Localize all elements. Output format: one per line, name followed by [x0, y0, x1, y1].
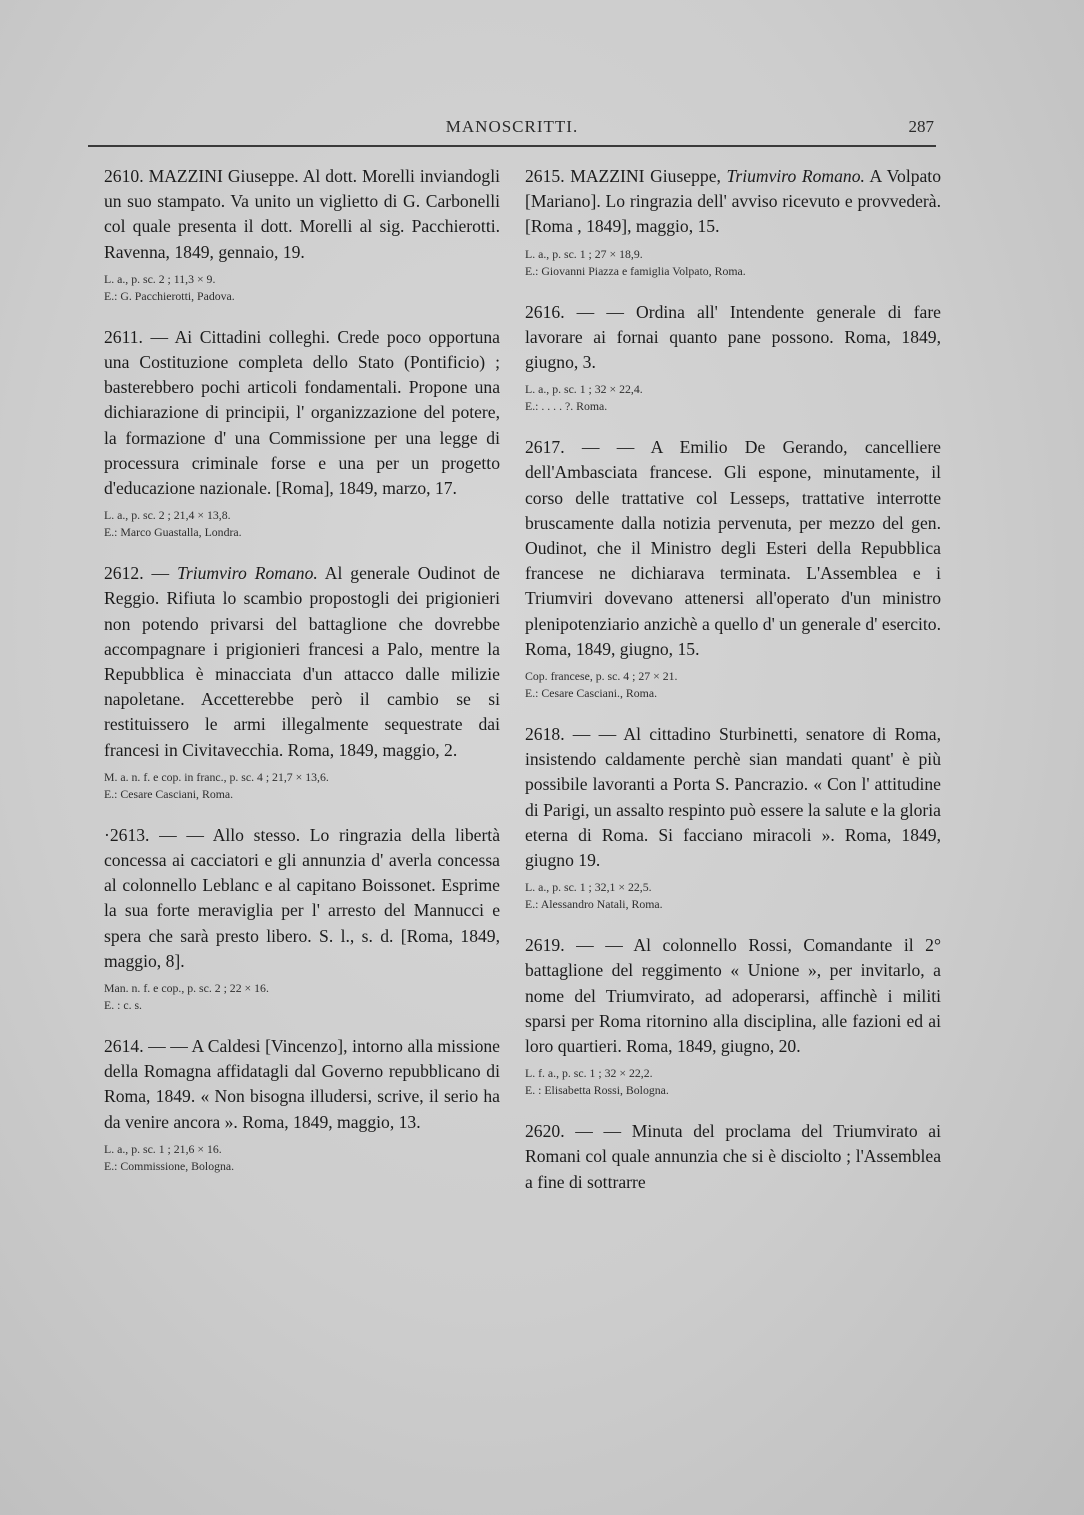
entry-text: 2614. — — A Caldesi [Vincenzo], intorno alla missione della Romagna affidatagli dal Governo repubblicano di Roma, 1849. « Non bisogna illudersi, scrive, il serio ha da venire ancora ». Roma, 1849, maggio, 13. — [104, 1036, 500, 1132]
catalog-entry-2619 — [525, 933, 941, 1099]
catalog-entry-2610 — [104, 164, 500, 305]
catalog-entry-2618 — [525, 722, 941, 913]
entry-text: 2619. — — Al colonnello Rossi, Comandante il 2° battaglione del reggimento « Unione », per invitarlo, a nome del Triumvirato, ad adoperarsi, affinchè i militi sparsi per Roma ritornino alla disciplina, alle fazioni ed ai loro quartieri. Roma, 1849, giugno, 20. — [525, 935, 941, 1057]
entry-role-italic: Triumviro Romano. — [726, 166, 865, 186]
entry-metadata — [525, 1065, 941, 1099]
entry-physical-description: M. a. n. f. e cop. in franc., p. sc. 4 ; 21,7 × 13,6. — [104, 769, 329, 784]
entry-text: 2617. — — A Emilio De Gerando, cancelliere dell'Ambasciata francese. Gli espone, minutamente, il corso delle trattative col Lesseps, trattative interrotte bruscamente dalla notizia pervenuta, per mezzo del gen. Oudinot, che il Ministro degli Esteri della Repubblica francese ne dichiarava terminata. L'Assemblea e i Triumviri dovevano attenersi all'operato d'un ministro plenipotenziario anzichè a quello d' un generale d' esercito. Roma, 1849, giugno, 15. — [525, 437, 941, 659]
catalog-entry-2614 — [104, 1034, 500, 1175]
entry-text — [104, 561, 500, 763]
entry-owner: E.: Giovanni Piazza e famiglia Volpato, Roma. — [525, 263, 746, 278]
entry-physical-description: L. a., p. sc. 1 ; 32,1 × 22,5. — [525, 880, 652, 895]
entry-role-italic: Triumviro Romano. — [177, 563, 318, 584]
page-header — [88, 117, 936, 147]
entry-text: 2611. — Ai Cittadini colleghi. Crede poco opportuna una Costituzione completa dello Stato (Pontificio) ; basterebbero pochi articoli fondamentali. Propone una dichiarazione di principii, l' organizzazione del potere, la formazione d' una Commissione per una legge di processura criminale forse e una per un progetto d'educazione nazionale. [Roma], 1849, marzo, 17. — [104, 326, 500, 499]
entry-metadata — [104, 1141, 500, 1175]
entry-physical-description: L. a., p. sc. 2 ; 21,4 × 13,8. — [104, 508, 231, 523]
entry-text: ·2613. — — Allo stesso. Lo ringrazia della libertà concessa ai cacciatori e gli annunzia d' averla concessa al colonnello Leblanc e al capitano Boissonet. Esprime la sua forte meraviglia per l' arresto del Mannucci e spera che sarà presto libero. S. l., s. d. [Roma, 1849, maggio, 8]. — [104, 824, 500, 971]
entry-text: 2610. MAZZINI Giuseppe. Al dott. Morelli inviandogli un suo stampato. Va unito un viglietto di G. Carbonelli col quale presenta il dott. Morelli al sig. Pacchierotti. Ravenna, 1849, gennaio, 19. — [104, 166, 500, 262]
entry-physical-description: L. a., p. sc. 1 ; 27 × 18,9. — [525, 246, 643, 261]
entry-text: 2616. — — Ordina all' Intendente generale di fare lavorare ai fornai quanto pane possono. Roma, 1849, giugno, 3. — [525, 301, 941, 373]
entry-number: 2615. MAZZINI Giuseppe, — [525, 166, 727, 186]
entry-owner: E.: Marco Guastalla, Londra. — [104, 525, 242, 540]
entry-metadata — [525, 668, 941, 702]
catalog-entry-2616 — [525, 300, 941, 416]
right-column — [525, 164, 941, 1215]
catalog-entry-2615 — [525, 164, 941, 280]
catalog-entry-2620 — [525, 1119, 941, 1195]
left-column — [104, 164, 500, 1195]
entry-metadata — [525, 879, 941, 913]
entry-owner: E.: Commissione, Bologna. — [104, 1158, 235, 1173]
entry-owner: E.: Cesare Casciani., Roma. — [525, 686, 658, 701]
catalog-entry-2612 — [104, 561, 500, 803]
entry-text: 2618. — — Al cittadino Sturbinetti, senatore di Roma, insistendo caldamente perchè sian mandati quant' è più possibile lavoranti a Porta S. Pancrazio. « Con l' attitudine di Parigi, un assalto respinto può essere la salute e la gloria eterna di Roma. Si facciano miracoli ». Roma, 1849, giugno 19. — [525, 724, 941, 871]
running-title: MANOSCRITTI. — [445, 117, 579, 136]
page-number: 287 — [908, 117, 934, 136]
entry-physical-description: Cop. francese, p. sc. 4 ; 27 × 21. — [525, 669, 678, 684]
entry-number: 2612. — — [104, 563, 178, 584]
header-rule — [88, 145, 936, 147]
entry-physical-description: L. a., p. sc. 2 ; 11,3 × 9. — [104, 271, 216, 286]
entry-owner: E. : Elisabetta Rossi, Bologna. — [525, 1083, 669, 1098]
catalog-entry-2613 — [104, 823, 500, 1014]
entry-metadata — [104, 271, 500, 305]
entry-metadata — [525, 246, 941, 280]
entry-text — [525, 164, 941, 240]
entry-body: A Volpato [Mariano]. Lo ringrazia dell' avviso ricevuto e provvederà. [Roma , 1849], maggio, 15. — [525, 166, 941, 237]
entry-physical-description: L. a., p. sc. 1 ; 21,6 × 16. — [104, 1141, 222, 1156]
entry-owner: E. : c. s. — [104, 998, 143, 1013]
entry-body: Al generale Oudinot de Reggio. Rifiuta lo scambio propostogli dei prigionieri non potendo privarsi del battaglione che dovrebbe accompagnare i prigionieri francesi a Palo, mentre la Repubblica è minacciata d'un attacco dalle milizie napoletane. Accetterebbe però il cambio se si restituissero le armi illegalmente sequestrate dai francesi in Civitavecchia. Roma, 1849, maggio, 2. — [104, 563, 500, 760]
entry-metadata — [104, 769, 500, 803]
entry-owner: E.: Cesare Casciani, Roma. — [104, 786, 234, 801]
entry-metadata — [525, 381, 941, 415]
entry-physical-description: L. a., p. sc. 1 ; 32 × 22,4. — [525, 382, 643, 397]
entry-owner: E.: G. Pacchierotti, Padova. — [104, 288, 235, 303]
entry-text: 2620. — — Minuta del proclama del Triumvirato ai Romani col quale annunzia che si è disciolto ; l'Assemblea a fine di sottrarre — [525, 1121, 941, 1192]
catalog-entry-2611 — [104, 325, 500, 541]
entry-owner: E.: Alessandro Natali, Roma. — [525, 897, 663, 912]
entry-physical-description: Man. n. f. e cop., p. sc. 2 ; 22 × 16. — [104, 981, 269, 996]
entry-metadata — [104, 507, 500, 541]
entry-owner: E.: . . . . ?. Roma. — [525, 399, 608, 414]
entry-physical-description: L. f. a., p. sc. 1 ; 32 × 22,2. — [525, 1066, 653, 1081]
catalog-entry-2617 — [525, 435, 941, 702]
entry-metadata — [104, 980, 500, 1014]
